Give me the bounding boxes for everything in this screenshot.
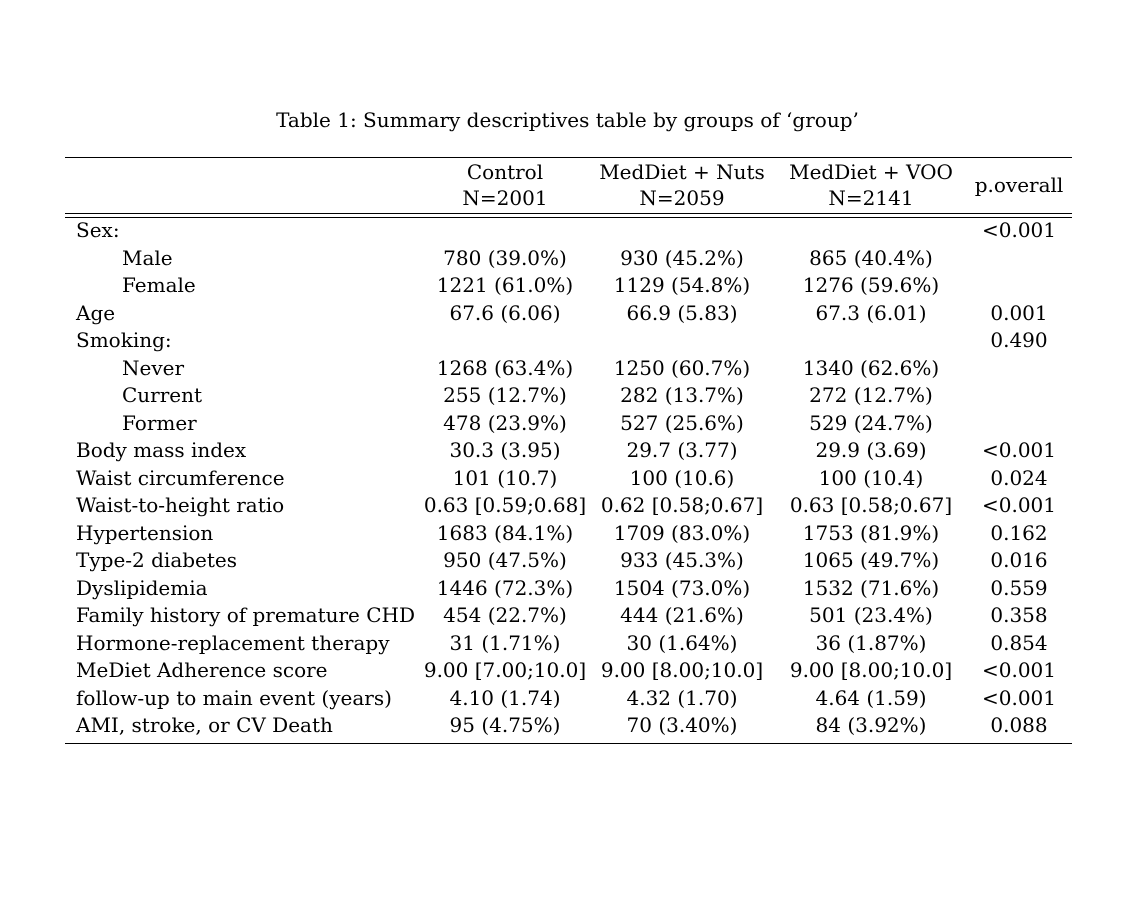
table-cell: 933 (45.3%) bbox=[620, 548, 744, 572]
top-rule bbox=[65, 157, 1072, 158]
row-label: Current bbox=[122, 383, 203, 407]
row-label: follow-up to main event (years) bbox=[76, 685, 392, 710]
table-cell: 501 (23.4%) bbox=[809, 603, 933, 627]
p-value-cell: 0.358 bbox=[990, 603, 1048, 627]
p-value-cell: 0.490 bbox=[990, 328, 1048, 352]
table-cell: 29.7 (3.77) bbox=[626, 438, 738, 462]
table-cell: 527 (25.6%) bbox=[620, 410, 744, 435]
table-cell: 36 (1.87%) bbox=[815, 630, 927, 655]
p-value-cell: <0.001 bbox=[981, 685, 1056, 710]
table-cell: 478 (23.9%) bbox=[443, 410, 567, 435]
header-double-rule-top bbox=[65, 213, 1072, 214]
p-value-cell: 0.854 bbox=[990, 630, 1048, 655]
table-cell: 100 (10.6) bbox=[629, 465, 735, 490]
table-cell: 9.00 [8.00;10.0] bbox=[600, 658, 764, 682]
table-cell: 454 (22.7%) bbox=[443, 603, 567, 627]
p-value-cell bbox=[968, 272, 1070, 300]
row-label: Age bbox=[76, 300, 116, 325]
p-value-cell: 0.162 bbox=[990, 520, 1048, 545]
column-name: MedDiet + VOO bbox=[789, 160, 953, 184]
row-label: Hypertension bbox=[76, 520, 214, 545]
table-cell: 529 (24.7%) bbox=[809, 410, 933, 435]
column-header-meddiet-nuts bbox=[597, 159, 767, 211]
bottom-rule bbox=[65, 743, 1072, 744]
p-value-cell bbox=[968, 245, 1070, 273]
row-label: Former bbox=[122, 410, 197, 435]
p-value-cell: <0.001 bbox=[981, 658, 1056, 682]
p-value-cell: 0.001 bbox=[990, 300, 1048, 325]
column-header-p-overall bbox=[968, 172, 1070, 198]
column-count: N=2059 bbox=[639, 186, 725, 210]
table-cell: 9.00 [8.00;10.0] bbox=[789, 658, 953, 682]
table-cell bbox=[597, 217, 767, 245]
table-cell: 30.3 (3.95) bbox=[449, 438, 561, 462]
row-label: Never bbox=[122, 355, 185, 380]
table-cell: 84 (3.92%) bbox=[815, 713, 927, 737]
table-cell: 31 (1.71%) bbox=[449, 630, 561, 655]
table-cell bbox=[786, 217, 956, 245]
row-label: Dyslipidemia bbox=[76, 575, 208, 600]
table-cell: 1276 (59.6%) bbox=[802, 273, 940, 297]
table-cell: 780 (39.0%) bbox=[443, 245, 567, 270]
table-cell: 282 (13.7%) bbox=[620, 383, 744, 407]
p-value-cell bbox=[968, 355, 1070, 383]
table-cell: 444 (21.6%) bbox=[620, 603, 744, 627]
table-cell: 1221 (61.0%) bbox=[436, 273, 574, 297]
column-header-control bbox=[420, 159, 590, 211]
table-cell: 930 (45.2%) bbox=[620, 245, 744, 270]
column-count: N=2141 bbox=[828, 186, 914, 210]
table-cell bbox=[597, 327, 767, 355]
p-value-cell: 0.559 bbox=[990, 575, 1048, 600]
table-cell: 1129 (54.8%) bbox=[613, 273, 751, 297]
table-cell: 255 (12.7%) bbox=[443, 383, 567, 407]
table-cell bbox=[420, 217, 590, 245]
column-count: N=2001 bbox=[462, 186, 548, 210]
table-cell: 4.64 (1.59) bbox=[815, 685, 927, 710]
row-label: Smoking: bbox=[76, 328, 172, 352]
row-label: MeDiet Adherence score bbox=[76, 658, 328, 682]
p-value-cell: 0.088 bbox=[990, 713, 1048, 737]
table-cell: 95 (4.75%) bbox=[449, 713, 561, 737]
table-cell bbox=[420, 327, 590, 355]
p-value-cell: <0.001 bbox=[981, 438, 1056, 462]
table-cell: 70 (3.40%) bbox=[626, 713, 738, 737]
table-caption: Table 1: Summary descriptives table by groups of ‘group’ bbox=[276, 108, 859, 132]
table-cell: 1532 (71.6%) bbox=[802, 575, 940, 600]
row-label: Hormone-replacement therapy bbox=[76, 630, 390, 655]
row-label: Sex: bbox=[76, 218, 120, 242]
p-value-cell: <0.001 bbox=[981, 218, 1056, 242]
table-cell: 4.32 (1.70) bbox=[626, 685, 738, 710]
table-cell: 865 (40.4%) bbox=[809, 245, 933, 270]
table-cell: 1268 (63.4%) bbox=[436, 355, 574, 380]
p-value-cell: 0.024 bbox=[990, 465, 1048, 490]
table-cell: 30 (1.64%) bbox=[626, 630, 738, 655]
table-cell: 272 (12.7%) bbox=[809, 383, 933, 407]
table-cell: 0.63 [0.59;0.68] bbox=[423, 493, 587, 517]
p-value-cell: 0.016 bbox=[990, 548, 1048, 572]
column-header-meddiet-voo bbox=[786, 159, 956, 211]
row-label: Type-2 diabetes bbox=[76, 548, 238, 572]
column-name: MedDiet + Nuts bbox=[599, 160, 765, 184]
table-cell: 67.6 (6.06) bbox=[449, 300, 561, 325]
table-cell: 101 (10.7) bbox=[452, 465, 558, 490]
table-cell: 0.62 [0.58;0.67] bbox=[600, 493, 764, 517]
table-cell: 0.63 [0.58;0.67] bbox=[789, 493, 953, 517]
table-cell: 1504 (73.0%) bbox=[613, 575, 751, 600]
table-cell: 1683 (84.1%) bbox=[436, 520, 574, 545]
table-cell: 29.9 (3.69) bbox=[815, 438, 927, 462]
row-label: Waist circumference bbox=[76, 465, 285, 490]
table-cell: 950 (47.5%) bbox=[443, 548, 567, 572]
p-value-cell bbox=[968, 382, 1070, 410]
table-cell: 1753 (81.9%) bbox=[802, 520, 940, 545]
table-cell: 1340 (62.6%) bbox=[802, 355, 940, 380]
column-name: Control bbox=[466, 160, 544, 184]
table-cell bbox=[786, 327, 956, 355]
row-label: Female bbox=[122, 273, 196, 297]
table-cell: 1446 (72.3%) bbox=[436, 575, 574, 600]
table-cell: 66.9 (5.83) bbox=[626, 300, 738, 325]
table-cell: 67.3 (6.01) bbox=[815, 300, 927, 325]
row-label: Family history of premature CHD bbox=[76, 603, 416, 627]
p-value-cell: <0.001 bbox=[981, 493, 1056, 517]
table-cell: 4.10 (1.74) bbox=[449, 685, 561, 710]
table-cell: 1065 (49.7%) bbox=[802, 548, 940, 572]
row-label: AMI, stroke, or CV Death bbox=[76, 713, 333, 737]
table-cell: 100 (10.4) bbox=[818, 465, 924, 490]
column-name: p.overall bbox=[974, 173, 1064, 197]
table-cell: 1250 (60.7%) bbox=[613, 355, 751, 380]
p-value-cell bbox=[968, 410, 1070, 438]
row-label: Male bbox=[122, 245, 173, 270]
row-label: Body mass index bbox=[76, 438, 247, 462]
table-cell: 1709 (83.0%) bbox=[613, 520, 751, 545]
row-label: Waist-to-height ratio bbox=[76, 493, 285, 517]
table-cell: 9.00 [7.00;10.0] bbox=[423, 658, 587, 682]
